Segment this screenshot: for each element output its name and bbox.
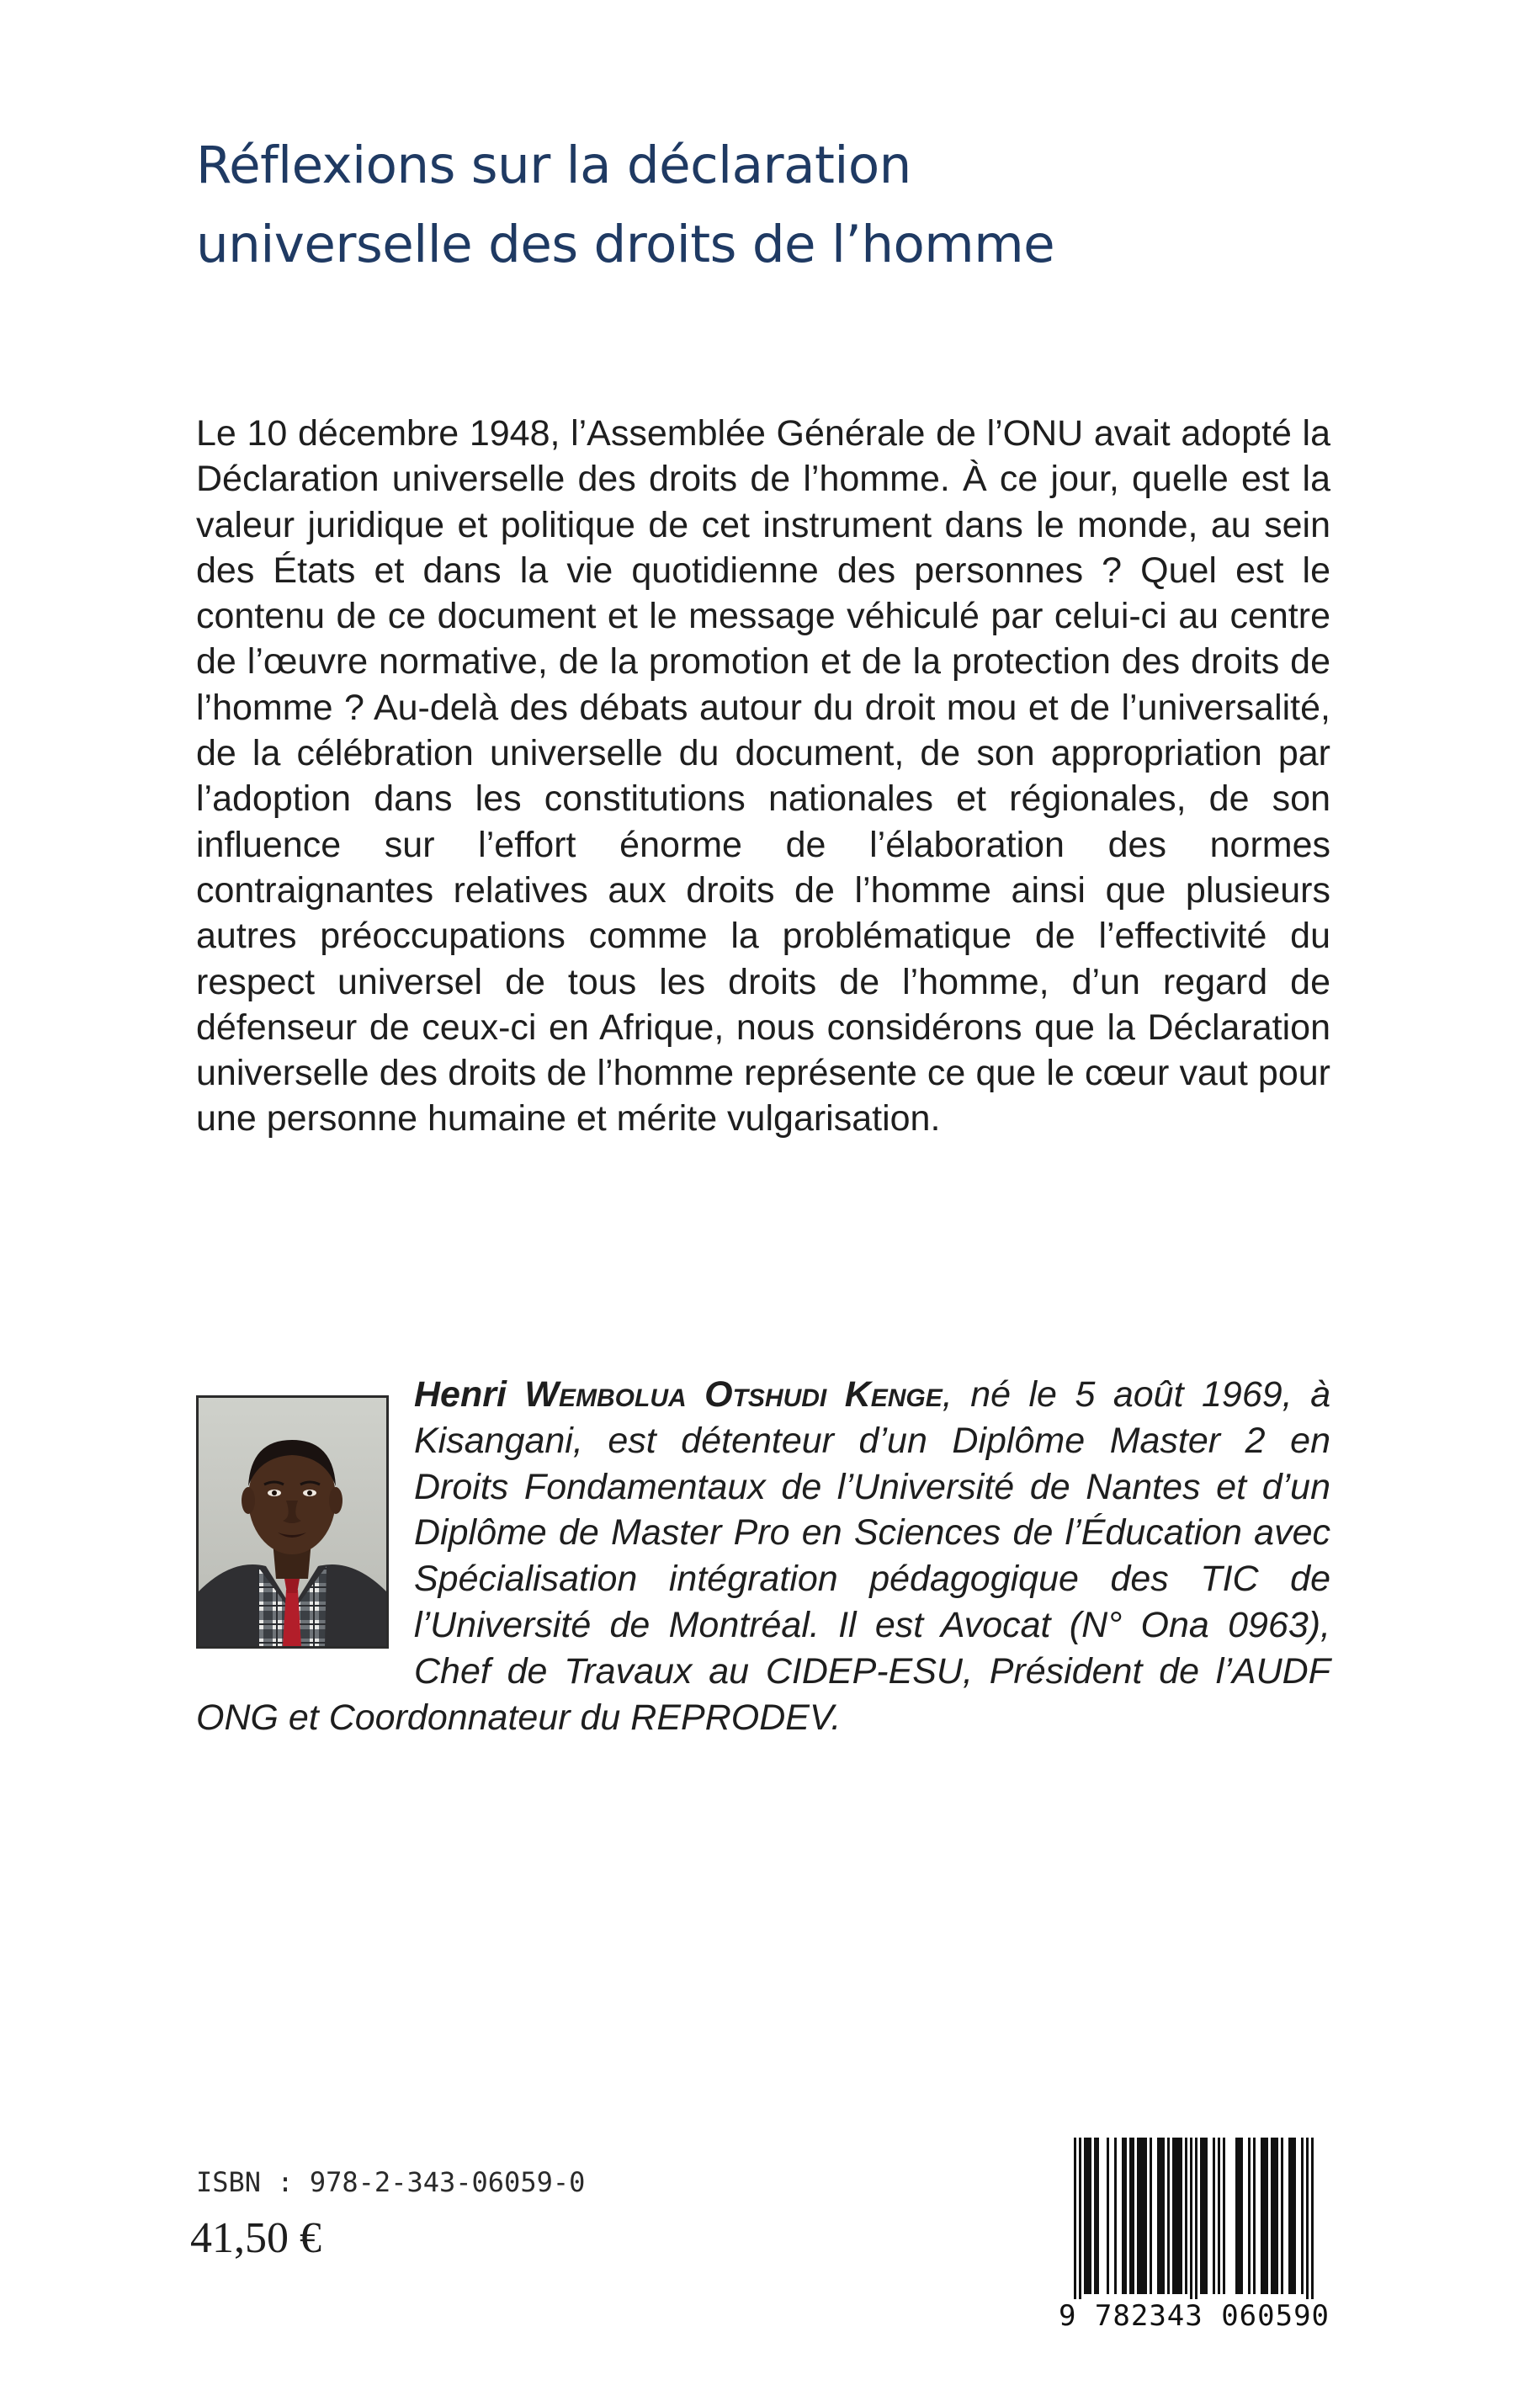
barcode-bar: [1144, 2138, 1147, 2294]
barcode-bar: [1200, 2138, 1203, 2294]
barcode-bar: [1175, 2138, 1177, 2294]
barcode-bar: [1190, 2138, 1192, 2306]
barcode-bar: [1122, 2138, 1124, 2294]
barcode-bar: [1218, 2138, 1220, 2294]
barcode-bar: [1132, 2138, 1134, 2294]
barcode-bar: [1235, 2138, 1238, 2294]
barcode-bar: [1177, 2138, 1180, 2294]
barcode-bar: [1180, 2138, 1182, 2294]
book-title-line-1: Réflexions sur la déclaration: [196, 135, 911, 195]
barcode-bar: [1195, 2138, 1197, 2306]
barcode-bar: [1160, 2138, 1162, 2294]
book-title-line-2: universelle des droits de l’homme: [196, 215, 1055, 274]
barcode-bar: [1097, 2138, 1099, 2294]
barcode-bar: [1293, 2138, 1296, 2294]
barcode-bar: [1185, 2138, 1187, 2294]
barcode-bar: [1162, 2138, 1165, 2294]
isbn: ISBN : 978-2-343-06059-0: [196, 2166, 586, 2198]
barcode-bar: [1074, 2138, 1076, 2306]
synopsis-paragraph: Le 10 décembre 1948, l’Assemblée Générale de l’ONU avait adopté la Déclaration universelle des droits de l’homme. À ce jour, quelle est la valeur juridique et politique de cet instrument dans le monde, au sein des États et dans la vie quotidienne des personnes ? Quel est le contenu de ce document et le message véhiculé par celui-ci au centre de l’œuvre normative, de la promotion et de la protection des droits de l’homme ? Au-delà des débats autour du droit mou et de l’universalité, de la célébration universelle du document, de son appropriation par l’adoption dans les constitutions nationales et régionales, de son influence sur l’effort énorme de l’élaboration des normes contraignantes relatives aux droits de l’homme ainsi que plusieurs autres préoccupations comme la problématique de l’effectivité du respect universel de tous les droits de l’homme, d’un regard de défenseur de ceux-ci en Afrique, nous considérons que la Déclaration universelle des droits de l’homme représente ce que le cœur vaut pour une personne humaine et mérite vulgarisation.: [196, 413, 1330, 1139]
author-last-name: Wembolua Otshudi Kenge: [524, 1374, 943, 1415]
barcode-bar: [1261, 2138, 1263, 2294]
barcode-bar: [1306, 2138, 1309, 2306]
barcode-bar: [1273, 2138, 1276, 2294]
barcode-bar: [1223, 2138, 1225, 2294]
barcode-digits: 9 782343 060590: [1058, 2299, 1330, 2333]
book-title: [196, 126, 1374, 284]
barcode-bar: [1301, 2138, 1304, 2294]
author-first-name: Henri: [414, 1374, 507, 1415]
barcode-bar: [1281, 2138, 1283, 2294]
barcode-bar: [1213, 2138, 1215, 2294]
author-photo: [196, 1395, 389, 1649]
barcode-bar: [1248, 2138, 1251, 2294]
barcode-bar: [1238, 2138, 1240, 2294]
barcode-bar: [1167, 2138, 1170, 2294]
barcode: [1057, 2131, 1331, 2333]
barcode-bar: [1172, 2138, 1175, 2294]
barcode-bar: [1124, 2138, 1127, 2294]
barcode-bar: [1203, 2138, 1205, 2294]
barcode-bars: [1057, 2131, 1331, 2308]
barcode-bar: [1094, 2138, 1097, 2294]
barcode-bar: [1157, 2138, 1160, 2294]
author-name: [414, 1374, 943, 1415]
barcode-bar: [1205, 2138, 1208, 2294]
barcode-bar: [1150, 2138, 1152, 2294]
barcode-bar: [1107, 2138, 1109, 2294]
barcode-bar: [1271, 2138, 1273, 2294]
barcode-bar: [1089, 2138, 1091, 2294]
barcode-bar: [1263, 2138, 1266, 2294]
barcode-bar: [1139, 2138, 1142, 2294]
barcode-bar: [1084, 2138, 1086, 2294]
author-bio-section: [196, 1372, 1330, 1740]
barcode-bar: [1086, 2138, 1089, 2294]
barcode-bar: [1311, 2138, 1314, 2306]
barcode-bar: [1137, 2138, 1139, 2294]
barcode-bar: [1114, 2138, 1117, 2294]
barcode-bar: [1240, 2138, 1243, 2294]
barcode-bar: [1276, 2138, 1278, 2294]
barcode-bar: [1253, 2138, 1256, 2294]
barcode-bar: [1291, 2138, 1293, 2294]
barcode-bar: [1288, 2138, 1291, 2294]
barcode-bar: [1142, 2138, 1144, 2294]
barcode-bar: [1266, 2138, 1268, 2294]
author-bio-text: , né le 5 août 1969, à Kisangani, est détenteur d’un Diplôme Master 2 en Droits Fondamentaux de l’Université de Nantes et d’un Diplôme de Master Pro en Sciences de l’Éducation avec Spécialisation intégration pédagogique des TIC de l’Université de Montréal. Il est Avocat (N° Ona 0963), Chef de Travaux au CIDEP-ESU, Président de l’AUDF ONG et Coordonnateur du REPRODEV.: [196, 1374, 1330, 1738]
barcode-bar: [1129, 2138, 1132, 2294]
barcode-bar: [1079, 2138, 1081, 2306]
price: 41,50 €: [190, 2214, 321, 2262]
